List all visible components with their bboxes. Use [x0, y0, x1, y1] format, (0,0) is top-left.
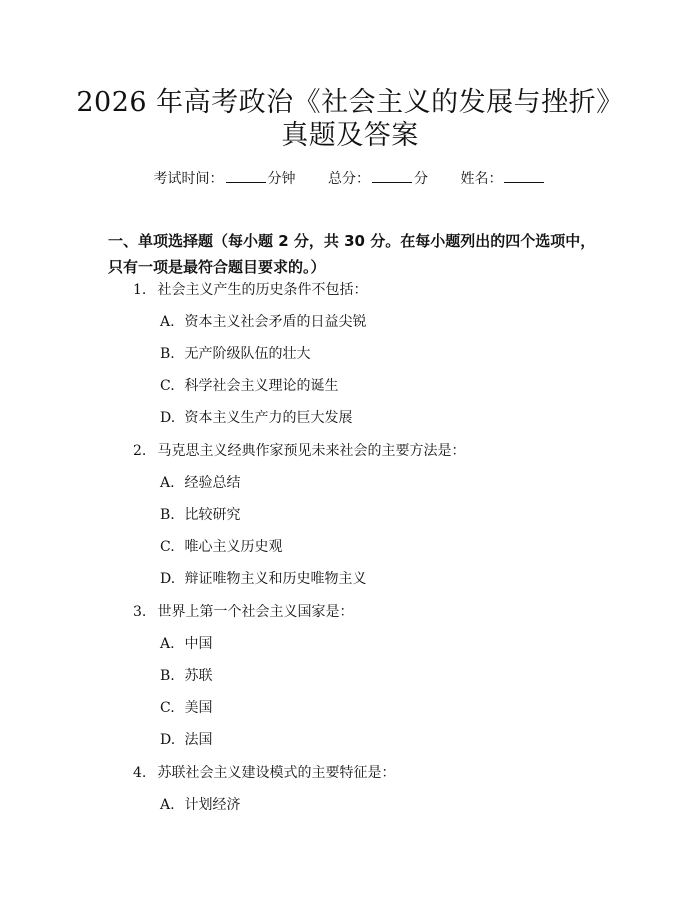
- option-text: 美国: [184, 700, 213, 716]
- question-text: 马克思主义经典作家预见未来社会的主要方法是：: [157, 443, 466, 459]
- question-3-option-d: [160, 730, 212, 750]
- total-score-unit: 分: [414, 171, 428, 187]
- question-number: 1.: [133, 282, 147, 298]
- question-4: [133, 763, 395, 783]
- question-1-option-c: [160, 376, 338, 396]
- option-letter: A.: [160, 314, 175, 330]
- option-letter: D.: [160, 571, 176, 587]
- option-text: 无产阶级队伍的壮大: [184, 346, 311, 362]
- option-letter: C.: [160, 378, 175, 394]
- option-letter: A.: [160, 797, 175, 813]
- option-text: 计划经济: [184, 797, 241, 813]
- question-number: 2.: [133, 443, 147, 459]
- total-score: [328, 169, 428, 189]
- option-text: 经验总结: [184, 475, 241, 491]
- page-title-line-2: 真题及答案: [281, 120, 419, 151]
- total-score-blank: [372, 170, 412, 183]
- question-2-option-b: [160, 505, 240, 525]
- question-3-option-a: [160, 634, 212, 654]
- option-letter: D.: [160, 732, 176, 748]
- question-1: [133, 280, 367, 300]
- question-text: 苏联社会主义建设模式的主要特征是：: [157, 765, 396, 781]
- student-name: [460, 169, 546, 189]
- exam-meta: [0, 169, 700, 189]
- option-letter: D.: [160, 410, 176, 426]
- option-letter: B.: [160, 346, 175, 362]
- option-text: 科学社会主义理论的诞生: [184, 378, 339, 394]
- option-text: 法国: [184, 732, 213, 748]
- option-letter: A.: [160, 636, 175, 652]
- question-number: 3.: [133, 604, 147, 620]
- student-name-blank: [504, 170, 544, 183]
- exam-time-blank: [226, 170, 266, 183]
- question-text: 社会主义产生的历史条件不包括：: [157, 282, 368, 298]
- option-text: 比较研究: [184, 507, 241, 523]
- option-text: 资本主义生产力的巨大发展: [184, 410, 353, 426]
- option-letter: C.: [160, 539, 175, 555]
- question-2-option-a: [160, 473, 240, 493]
- exam-time-unit: 分钟: [267, 171, 296, 187]
- question-2-option-d: [160, 569, 366, 589]
- question-3: [133, 602, 353, 622]
- option-text: 唯心主义历史观: [184, 539, 283, 555]
- total-score-label: 总分：: [328, 171, 370, 187]
- option-text: 资本主义社会矛盾的日益尖锐: [184, 314, 367, 330]
- question-text: 世界上第一个社会主义国家是：: [157, 604, 354, 620]
- question-2-option-c: [160, 537, 282, 557]
- option-text: 中国: [184, 636, 213, 652]
- question-3-option-b: [160, 666, 212, 686]
- student-name-label: 姓名：: [460, 171, 503, 187]
- option-text: 苏联: [184, 668, 213, 684]
- option-text: 辩证唯物主义和历史唯物主义: [184, 571, 367, 587]
- question-2: [133, 441, 465, 461]
- exam-time-label: 考试时间：: [153, 171, 224, 187]
- question-number: 4.: [133, 765, 147, 781]
- question-4-option-a: [160, 795, 240, 815]
- question-1-option-b: [160, 344, 310, 364]
- question-1-option-d: [160, 408, 352, 428]
- question-3-option-c: [160, 698, 212, 718]
- option-letter: C.: [160, 700, 175, 716]
- page-title-line-1: 2026 年高考政治《社会主义的发展与挫折》: [76, 87, 624, 118]
- question-1-option-a: [160, 312, 366, 332]
- option-letter: B.: [160, 507, 175, 523]
- exam-time: [154, 169, 296, 189]
- option-letter: A.: [160, 475, 175, 491]
- section-heading-single-choice: 一、单项选择题（每小题 2 分，共 30 分。在每小题列出的四个选项中，只有一项是最符合题目要求的。）: [108, 232, 596, 276]
- option-letter: B.: [160, 668, 175, 684]
